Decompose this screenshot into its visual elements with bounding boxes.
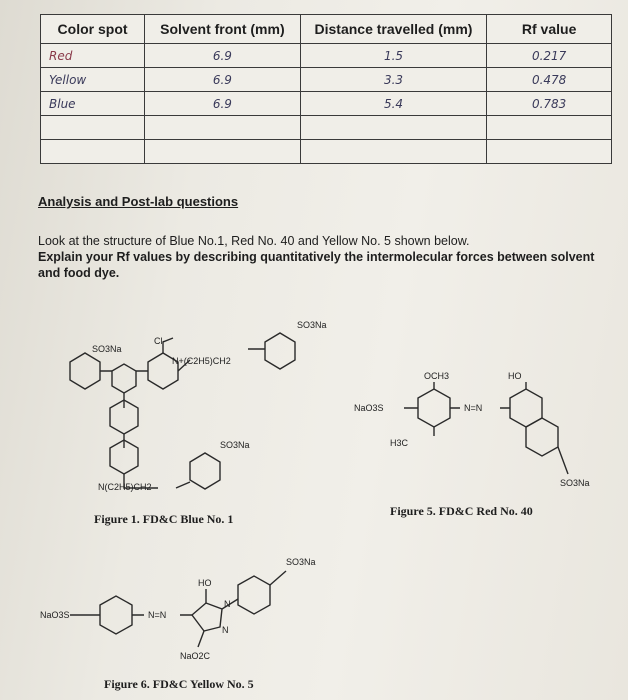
label-azo: N=N <box>148 610 167 620</box>
cell-color <box>41 140 145 164</box>
question-line-1: Look at the structure of Blue No.1, Red No. 40 and Yellow No. 5 shown below. <box>38 234 470 248</box>
label-so3na: SO3Na <box>560 478 590 488</box>
red-no40-structure <box>350 370 610 500</box>
question-text <box>38 233 618 281</box>
table-header-row <box>41 15 612 44</box>
label-nao3s: NaO3S <box>354 403 384 413</box>
cell-solvent: 6.9 <box>145 92 301 116</box>
cell-solvent <box>145 140 301 164</box>
label-n1: N <box>224 599 231 609</box>
header-color-spot: Color spot <box>41 15 145 44</box>
table-row <box>41 116 612 140</box>
table-row <box>41 140 612 164</box>
cell-rf <box>487 116 612 140</box>
cell-color <box>41 116 145 140</box>
label-ho: HO <box>508 371 522 381</box>
yellow-no5-structure <box>40 555 340 675</box>
results-table <box>40 14 612 164</box>
section-heading: Analysis and Post-lab questions <box>38 194 239 209</box>
cell-rf: 0.478 <box>487 68 612 92</box>
blue-no1-structure <box>40 312 330 512</box>
question-line-2: Explain your Rf values by describing quantitatively the intermolecular forces between solvent and food dye. <box>38 250 595 280</box>
label-cl: Cl- <box>154 336 166 346</box>
cell-solvent: 6.9 <box>145 68 301 92</box>
cell-color: Red <box>41 44 145 68</box>
figure5-caption: Figure 5. FD&C Red No. 40 <box>390 504 533 518</box>
table-row <box>41 44 612 68</box>
header-solvent-front: Solvent front (mm) <box>145 15 301 44</box>
table-row <box>41 68 612 92</box>
cell-color: Blue <box>41 92 145 116</box>
label-och3: OCH3 <box>424 371 450 381</box>
label-so3na-top: SO3Na <box>297 320 327 330</box>
cell-distance <box>300 116 487 140</box>
cell-distance: 1.5 <box>300 44 487 68</box>
cell-distance: 5.4 <box>300 92 487 116</box>
table-row <box>41 92 612 116</box>
label-azo: N=N <box>464 403 483 413</box>
label-n-plus: N+(C2H5)CH2 <box>172 356 231 366</box>
label-so3na-left: SO3Na <box>92 344 122 354</box>
header-distance-travelled: Distance travelled (mm) <box>300 15 487 44</box>
cell-distance: 3.3 <box>300 68 487 92</box>
label-n-bottom: N(C2H5)CH2 <box>98 482 152 492</box>
cell-rf: 0.783 <box>487 92 612 116</box>
cell-solvent <box>145 116 301 140</box>
cell-rf <box>487 140 612 164</box>
label-nao2c: NaO2C <box>180 651 211 661</box>
cell-solvent: 6.9 <box>145 44 301 68</box>
cell-rf: 0.217 <box>487 44 612 68</box>
figure1-caption: Figure 1. FD&C Blue No. 1 <box>94 512 234 526</box>
label-h3c: H3C <box>390 438 409 448</box>
figure6-caption: Figure 6. FD&C Yellow No. 5 <box>104 677 254 691</box>
label-nao3s: NaO3S <box>40 610 70 620</box>
label-so3na-mid: SO3Na <box>220 440 250 450</box>
label-n2: N <box>222 625 229 635</box>
cell-distance <box>300 140 487 164</box>
header-rf-value: Rf value <box>487 15 612 44</box>
cell-color: Yellow <box>41 68 145 92</box>
label-ho: HO <box>198 578 212 588</box>
label-so3na: SO3Na <box>286 557 316 567</box>
